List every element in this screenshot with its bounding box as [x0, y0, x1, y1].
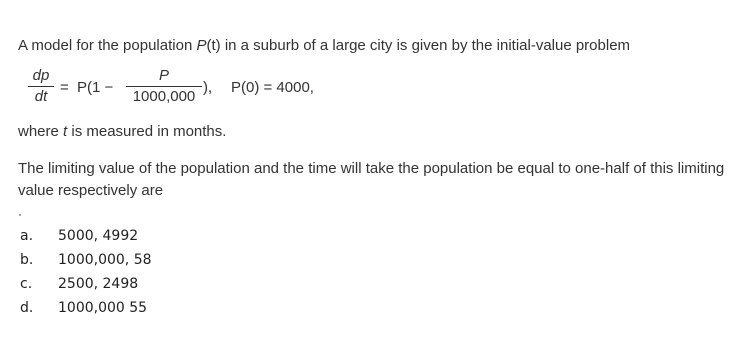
option-text: 1000,000, 58	[58, 252, 152, 268]
option-letter: a.	[20, 228, 34, 244]
option-d[interactable]	[20, 298, 152, 322]
question-text: The limiting value of the population and the time will take the population be equal to one-half of this limiting value respectively are	[18, 160, 725, 199]
option-letter: c.	[20, 276, 33, 292]
option-a[interactable]	[20, 226, 152, 250]
option-letter: d.	[20, 300, 34, 316]
where-prefix: where	[18, 123, 64, 140]
rhs-close: ),	[203, 79, 213, 96]
intro-suffix: in a suburb of a large city is given by the initial-value problem	[220, 37, 631, 54]
decorative-dot	[19, 214, 21, 216]
rhs-open: P(1 −	[77, 79, 114, 96]
fraction-bar	[126, 86, 202, 87]
capacity-numerator: P	[158, 67, 169, 84]
intro-prefix: A model for the population	[18, 37, 197, 54]
derivative-numerator: dp	[32, 67, 50, 84]
fraction-bar	[28, 86, 54, 87]
initial-condition: P(0) = 4000,	[231, 79, 314, 96]
answer-options	[20, 226, 152, 322]
option-b[interactable]	[20, 250, 152, 274]
derivative-denominator: dt	[34, 88, 48, 105]
option-text: 5000, 4992	[58, 228, 139, 244]
option-letter: b.	[20, 252, 34, 268]
option-text: 2500, 2498	[58, 276, 139, 292]
intro-function: P	[196, 37, 207, 54]
where-variable: t	[63, 123, 68, 140]
derivative-fraction	[28, 67, 54, 106]
intro-function-arg: (t)	[206, 37, 221, 54]
equals-sign: =	[60, 79, 69, 96]
where-suffix: is measured in months.	[67, 123, 227, 140]
capacity-denominator: 1000,000	[132, 88, 196, 105]
option-c[interactable]	[20, 274, 152, 298]
problem-intro	[18, 36, 630, 56]
variable-note	[18, 122, 226, 142]
option-text: 1000,000 55	[58, 300, 148, 316]
capacity-fraction	[126, 67, 202, 106]
